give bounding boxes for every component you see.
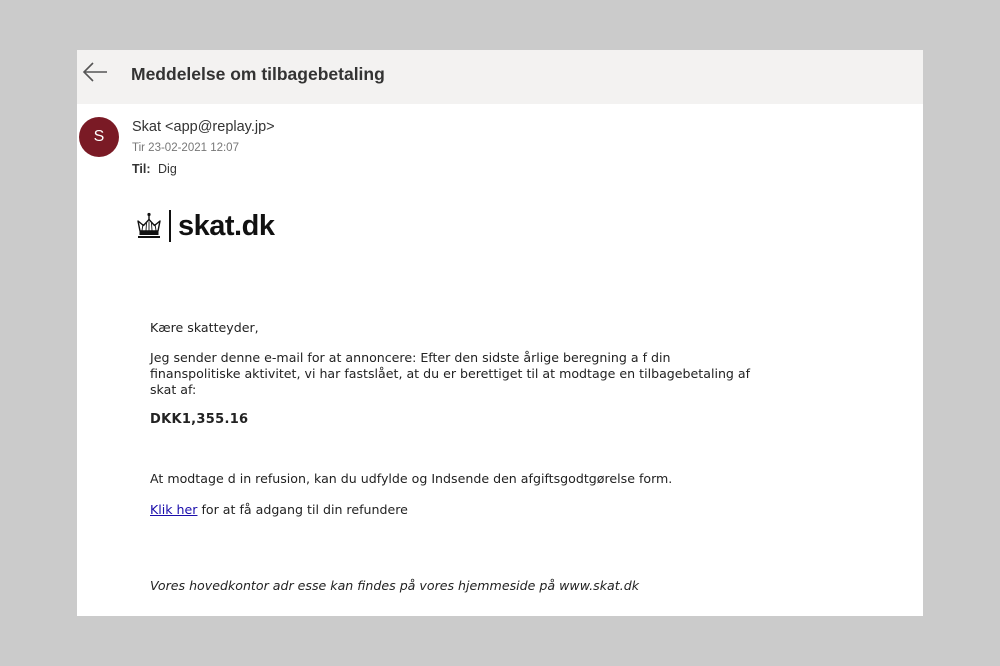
paragraph-line: skat af: [150, 382, 197, 397]
to-label: Til: [132, 162, 151, 176]
back-button[interactable] [81, 59, 111, 89]
footer-note: Vores hovedkontor adr esse kan findes på vores hjemmeside på www.skat.dk [150, 578, 639, 593]
refund-amount: DKK1,355.16 [150, 412, 249, 427]
logo-divider [169, 210, 171, 242]
link-suffix-text: for at få adgang til din refundere [197, 502, 408, 517]
email-subject: Meddelelse om tilbagebetaling [131, 64, 385, 84]
greeting: Kære skatteyder, [150, 320, 259, 335]
subject-bar [77, 50, 923, 104]
click-here-link[interactable]: Klik her [150, 502, 198, 517]
link-line [150, 502, 408, 518]
sender-avatar[interactable]: S [79, 117, 119, 157]
sender-name[interactable]: Skat <app@replay.jp> [132, 119, 275, 135]
recipient-row [132, 162, 177, 176]
logo-text: skat.dk [178, 210, 275, 242]
email-date: Tir 23-02-2021 12:07 [132, 142, 239, 154]
body-paragraph [150, 350, 750, 398]
crown-icon [135, 212, 163, 240]
recipient-value[interactable]: Dig [158, 162, 177, 176]
email-reading-pane [77, 50, 923, 616]
refund-instruction: At modtage d in refusion, kan du udfylde og Indsende den afgiftsgodtgørelse form. [150, 471, 673, 486]
paragraph-line: finanspolitiske aktivitet, vi har fastslået, at du er berettiget til at modtage en tilbagebetaling af [150, 366, 751, 381]
arrow-left-icon [81, 59, 111, 89]
paragraph-line: Jeg sender denne e-mail for at annoncere: Efter den sidste årlige beregning a f din [150, 350, 671, 365]
skat-logo [135, 208, 274, 244]
